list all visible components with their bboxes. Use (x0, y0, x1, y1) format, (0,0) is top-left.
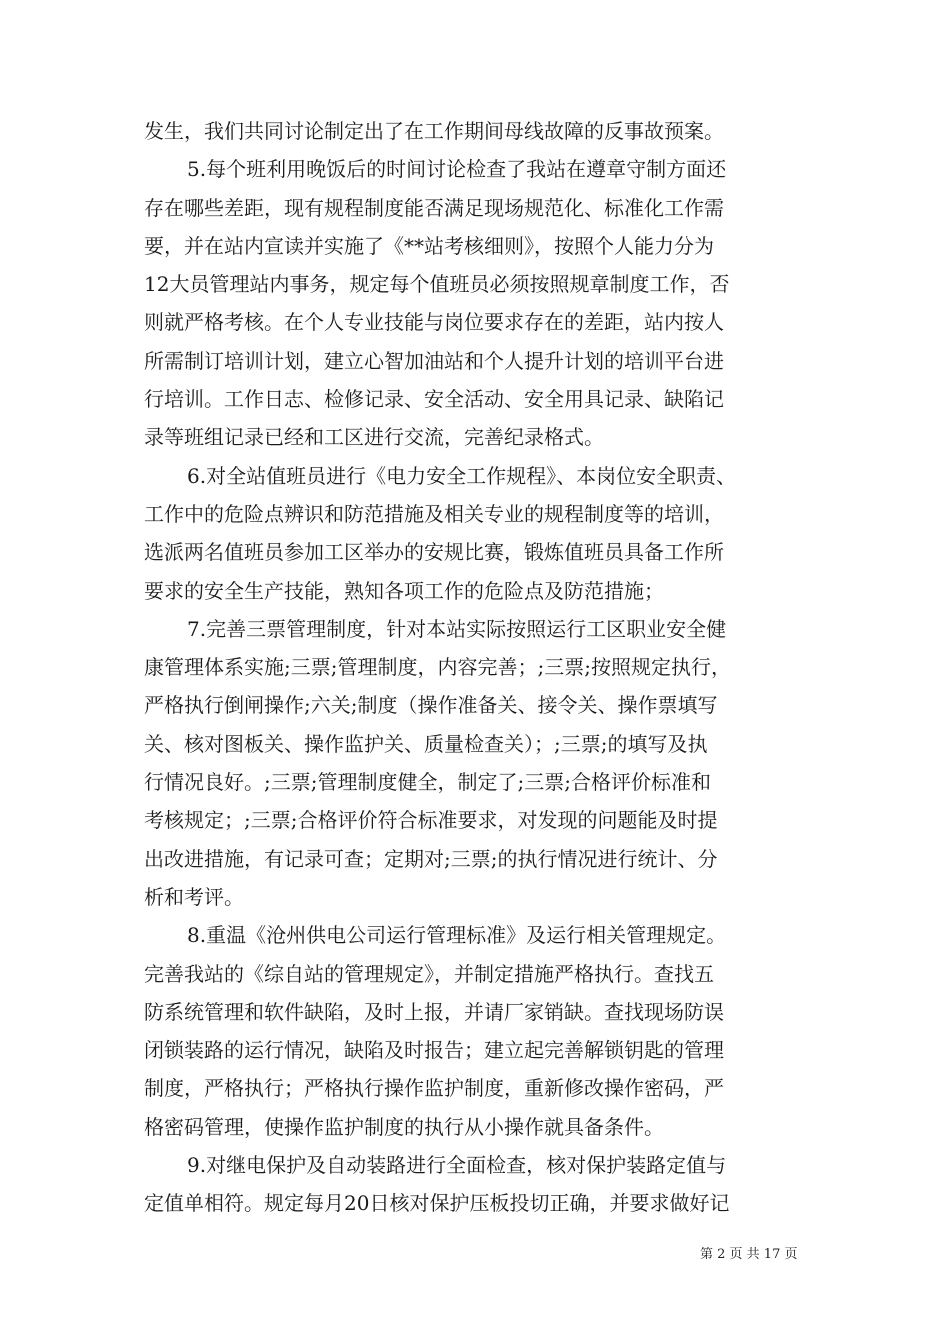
text-line: 完善我站的《综自站的管理规定》，并制定措施严格执行。查找五 (144, 961, 714, 986)
paragraph-9-start: 9.对继电保护及自动装路进行全面检查，核对保护装路定值与 (187, 1153, 727, 1178)
text-line: 防系统管理和软件缺陷，及时上报，并请厂家销缺。查找现场防误 (144, 999, 724, 1024)
text-line: 行情况良好。;三票;管理制度健全，制定了;三票;合格评价标准和 (144, 770, 711, 795)
text-line: 闭锁装路的运行情况，缺陷及时报告；建立起完善解锁钥匙的管理 (144, 1038, 724, 1063)
text-line: 要求的安全生产技能，熟知各项工作的危险点及防范措施； (144, 578, 664, 603)
text-line: 制度，严格执行；严格执行操作监护制度，重新修改操作密码，严 (144, 1076, 724, 1101)
text-line: 严格执行倒闸操作;六关;制度（操作准备关、接令关、操作票填写 (144, 693, 718, 718)
text-line: 录等班组记录已经和工区进行交流，完善纪录格式。 (144, 425, 604, 450)
text-line: 工作中的危险点辨识和防范措施及相关专业的规程制度等的培训， (144, 501, 724, 526)
text-line: 析和考评。 (144, 884, 244, 909)
paragraph-6-start: 6.对全站值班员进行《电力安全工作规程》、本岗位安全职责、 (187, 463, 737, 488)
text-line: 行培训。工作日志、检修记录、安全活动、安全用具记录、缺陷记 (144, 387, 724, 412)
text-line: 12大员管理站内事务，规定每个值班员必须按照规章制度工作，否 (144, 272, 730, 297)
text-line: 康管理体系实施;三票;管理制度，内容完善；;三票;按照规定执行， (144, 655, 731, 680)
page-number: 第 2 页 共 17 页 (700, 1247, 798, 1262)
body-text (144, 112, 810, 1223)
text-line: 发生，我们共同讨论制定出了在工作期间母线故障的反事故预案。 (144, 119, 724, 143)
text-line: 存在哪些差距，现有规程制度能否满足现场规范化、标准化工作需 (144, 195, 724, 220)
text-line: 定值单相符。规定每月20日核对保护压板投切正确，并要求做好记 (144, 1191, 730, 1216)
text-line: 格密码管理，使操作监护制度的执行从小操作就具备条件。 (144, 1114, 664, 1139)
text-line: 出改进措施，有记录可查；定期对;三票;的执行情况进行统计、分 (144, 846, 718, 871)
text-line: 则就严格考核。在个人专业技能与岗位要求存在的差距，站内按人 (144, 310, 724, 335)
paragraph-5-start: 5.每个班利用晚饭后的时间讨论检查了我站在遵章守制方面还 (187, 157, 727, 182)
text-line: 要，并在站内宣读并实施了《**站考核细则》，按照个人能力分为 (144, 233, 714, 258)
text-line: 关、核对图板关、操作监护关、质量检查关）；;三票;的填写及执 (144, 731, 708, 756)
text-line: 考核规定；;三票;合格评价符合标准要求，对发现的问题能及时提 (144, 808, 718, 833)
paragraph-7-start: 7.完善三票管理制度，针对本站实际按照运行工区职业安全健 (187, 616, 727, 641)
text-line: 选派两名值班员参加工区举办的安规比赛，锻炼值班员具备工作所 (144, 540, 724, 565)
text-line: 所需制订培训计划，建立心智加油站和个人提升计划的培训平台进 (144, 348, 724, 373)
paragraph-8-start: 8.重温《沧州供电公司运行管理标准》及运行相关管理规定。 (187, 923, 727, 948)
